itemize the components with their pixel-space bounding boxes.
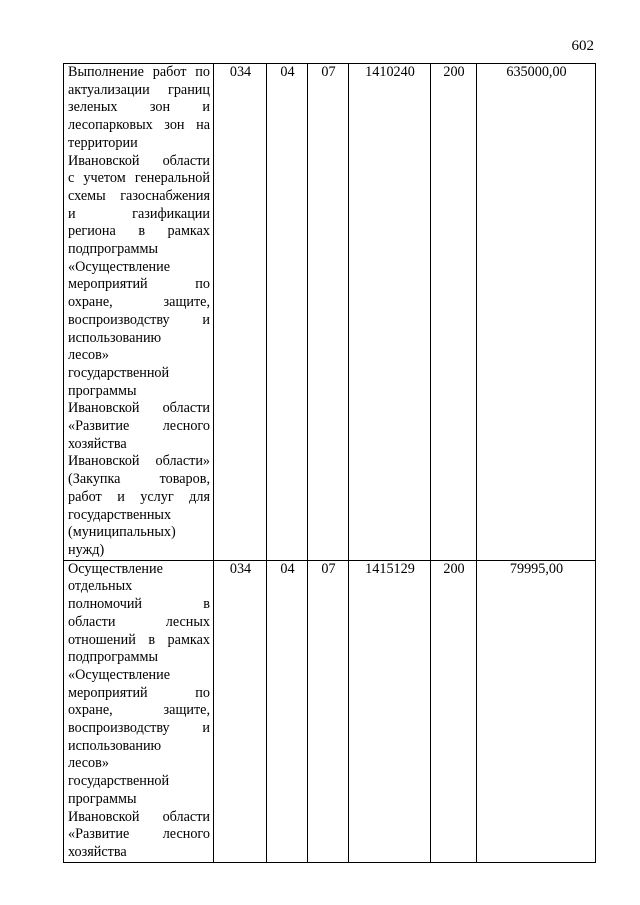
row-description — [64, 64, 214, 561]
target-article-code: 1415129 — [349, 560, 431, 862]
expense-type-code: 200 — [431, 64, 477, 561]
subsection-code: 07 — [308, 560, 349, 862]
description-line: Выполнение работ по — [68, 64, 210, 80]
description-line: государственной — [68, 773, 170, 790]
description-line: схемы газоснабжения — [68, 187, 210, 204]
expense-type-code: 200 — [431, 560, 477, 862]
ministry-code: 034 — [214, 64, 267, 561]
description-line: Ивановской области» — [68, 453, 210, 470]
description-line: Ивановской области — [68, 808, 210, 825]
description-line: хозяйства — [68, 843, 127, 860]
description-line: нужд) — [68, 541, 105, 558]
row-description — [64, 560, 214, 862]
description-line: и газификации — [68, 205, 210, 222]
description-line: государственной — [68, 364, 170, 381]
description-line: мероприятий по — [68, 276, 210, 293]
description-line: использованию — [68, 737, 162, 754]
description-line: Ивановской области — [68, 152, 210, 169]
description-line: отдельных — [68, 578, 133, 595]
description-line: отношений в рамках — [68, 631, 210, 648]
section-code: 04 — [267, 560, 308, 862]
description-line: территории — [68, 134, 138, 151]
description-line: области лесных — [68, 613, 210, 630]
description-line: использованию — [68, 329, 162, 346]
description-line: лесов» — [68, 755, 109, 772]
description-line: подпрограммы — [68, 649, 158, 666]
description-line: охране, защите, — [68, 294, 210, 311]
description-line: лесов» — [68, 347, 109, 364]
amount: 79995,00 — [477, 560, 596, 862]
section-code: 04 — [267, 64, 308, 561]
description-line: «Развитие лесного — [68, 826, 210, 843]
budget-table — [63, 63, 596, 863]
description-line: воспроизводству и — [68, 720, 210, 737]
description-line: Осуществление — [68, 560, 163, 577]
description-line: «Развитие лесного — [68, 418, 210, 435]
description-line: Ивановской области — [68, 400, 210, 417]
description-line: с учетом генеральной — [68, 170, 210, 187]
description-line: воспроизводству и — [68, 311, 210, 328]
description-line: «Осуществление — [68, 666, 170, 683]
ministry-code: 034 — [214, 560, 267, 862]
description-line: хозяйства — [68, 435, 127, 452]
description-line: программы — [68, 790, 137, 807]
amount: 635000,00 — [477, 64, 596, 561]
description-line: охране, защите, — [68, 702, 210, 719]
table-row — [64, 64, 596, 561]
description-line: программы — [68, 382, 137, 399]
description-line: мероприятий по — [68, 684, 210, 701]
description-line: зеленых зон и — [68, 99, 210, 116]
description-line: (муниципальных) — [68, 524, 176, 541]
target-article-code: 1410240 — [349, 64, 431, 561]
table-row — [64, 560, 596, 862]
description-line: лесопарковых зон на — [68, 117, 210, 134]
description-line: государственных — [68, 506, 172, 523]
description-line: актуализации границ — [68, 81, 210, 98]
description-line: полномочий в — [68, 596, 210, 613]
description-line: подпрограммы — [68, 241, 158, 258]
subsection-code: 07 — [308, 64, 349, 561]
description-line: (Закупка товаров, — [68, 471, 210, 488]
page-number: 602 — [571, 38, 594, 54]
description-line: работ и услуг для — [68, 488, 210, 505]
description-line: региона в рамках — [68, 223, 210, 240]
description-line: «Осуществление — [68, 258, 170, 275]
